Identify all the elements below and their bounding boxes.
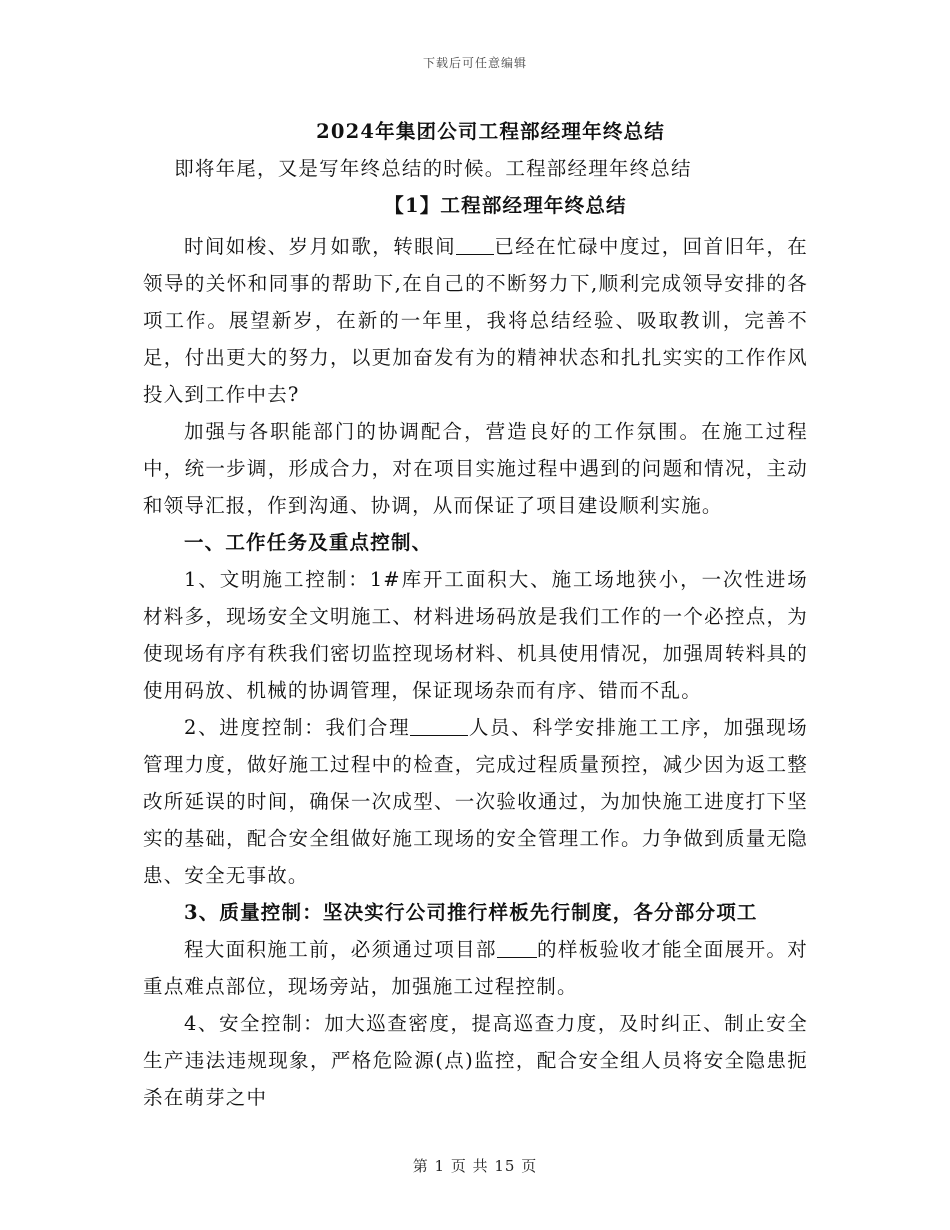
item-progress-part-b: 人员、科学安排施工工序，加强现场管理力度，做好施工过程中的检查，完成过程质量预控，减少因为返工整改所延误的时间，确保一次成型、一次验收通过，为加快施工进度打下坚实的基础，配合安全组做好施工现场的安全管理工作。力争做到质量无隐患、安全无事故。 bbox=[143, 716, 809, 887]
blank-line bbox=[456, 235, 494, 256]
paragraph-2: 加强与各职能部门的协调配合，营造良好的工作氛围。在施工过程中，统一步调，形成合力，对在项目实施过程中遇到的问题和情况，主动和领导汇报，作到沟通、协调，从而保证了项目建设顺利实施。 bbox=[143, 420, 808, 517]
document-title: 2024年集团公司工程部经理年终总结 bbox=[316, 120, 665, 143]
blank-line bbox=[410, 716, 468, 737]
page-number-footer: 第 1 页 共 15 页 bbox=[412, 1157, 538, 1175]
item-quality-part-b: 的样板验收才能全面展开。对重点难点部位，现场旁站，加强施工过程控制。 bbox=[143, 938, 808, 998]
item-progress-part-a: 2、进度控制：我们合理 bbox=[183, 716, 411, 739]
heading-work-tasks: 一、工作任务及重点控制、 bbox=[183, 531, 433, 554]
document-body bbox=[143, 113, 808, 1116]
item-quality-control-heading: 3、质量控制：坚决实行公司推行样板先行制度，各分部分项工 bbox=[183, 901, 758, 924]
section-title: 【1】工程部经理年终总结 bbox=[384, 194, 627, 217]
item-quality-control-body bbox=[143, 931, 808, 1005]
item-quality-part-a: 程大面积施工前，必须通过项目部 bbox=[183, 938, 497, 961]
paragraph-1-part-b: 已经在忙碌中度过，回首旧年，在领导的关怀和同事的帮助下,在自己的不断努力下,顺利完成领导安排的各项工作。展望新岁，在新的一年里，我将总结经验、吸取教训，完善不足，付出更大的努力，以更加奋发有为的精神状态和扎扎实实的工作作风投入到工作中去? bbox=[143, 235, 808, 406]
header-note: 下载后可任意编辑 bbox=[422, 56, 527, 70]
paragraph-1 bbox=[143, 228, 808, 413]
item-safety-control: 4、安全控制：加大巡查密度，提高巡查力度，及时纠正、制止安全生产违法违规现象，严格危险源(点)监控，配合安全组人员将安全隐患扼杀在萌芽之中 bbox=[143, 1012, 808, 1109]
intro-paragraph bbox=[143, 150, 808, 187]
blank-line bbox=[497, 938, 537, 959]
item-progress-control bbox=[143, 709, 808, 894]
paragraph-1-part-a: 时间如梭、岁月如歌，转眼间 bbox=[183, 235, 457, 258]
item-civilized-construction: 1、文明施工控制：1#库开工面积大、施工场地狭小，一次性进场材料多，现场安全文明施工、材料进场码放是我们工作的一个必控点，为使现场有序有秩我们密切监控现场材料、机具使用情况，加强周转料具的使用码放、机械的协调管理，保证现场杂而有序、错而不乱。 bbox=[143, 568, 808, 702]
intro-text: 即将年尾，又是写年终总结的时候。工程部经理年终总结 bbox=[174, 157, 692, 180]
